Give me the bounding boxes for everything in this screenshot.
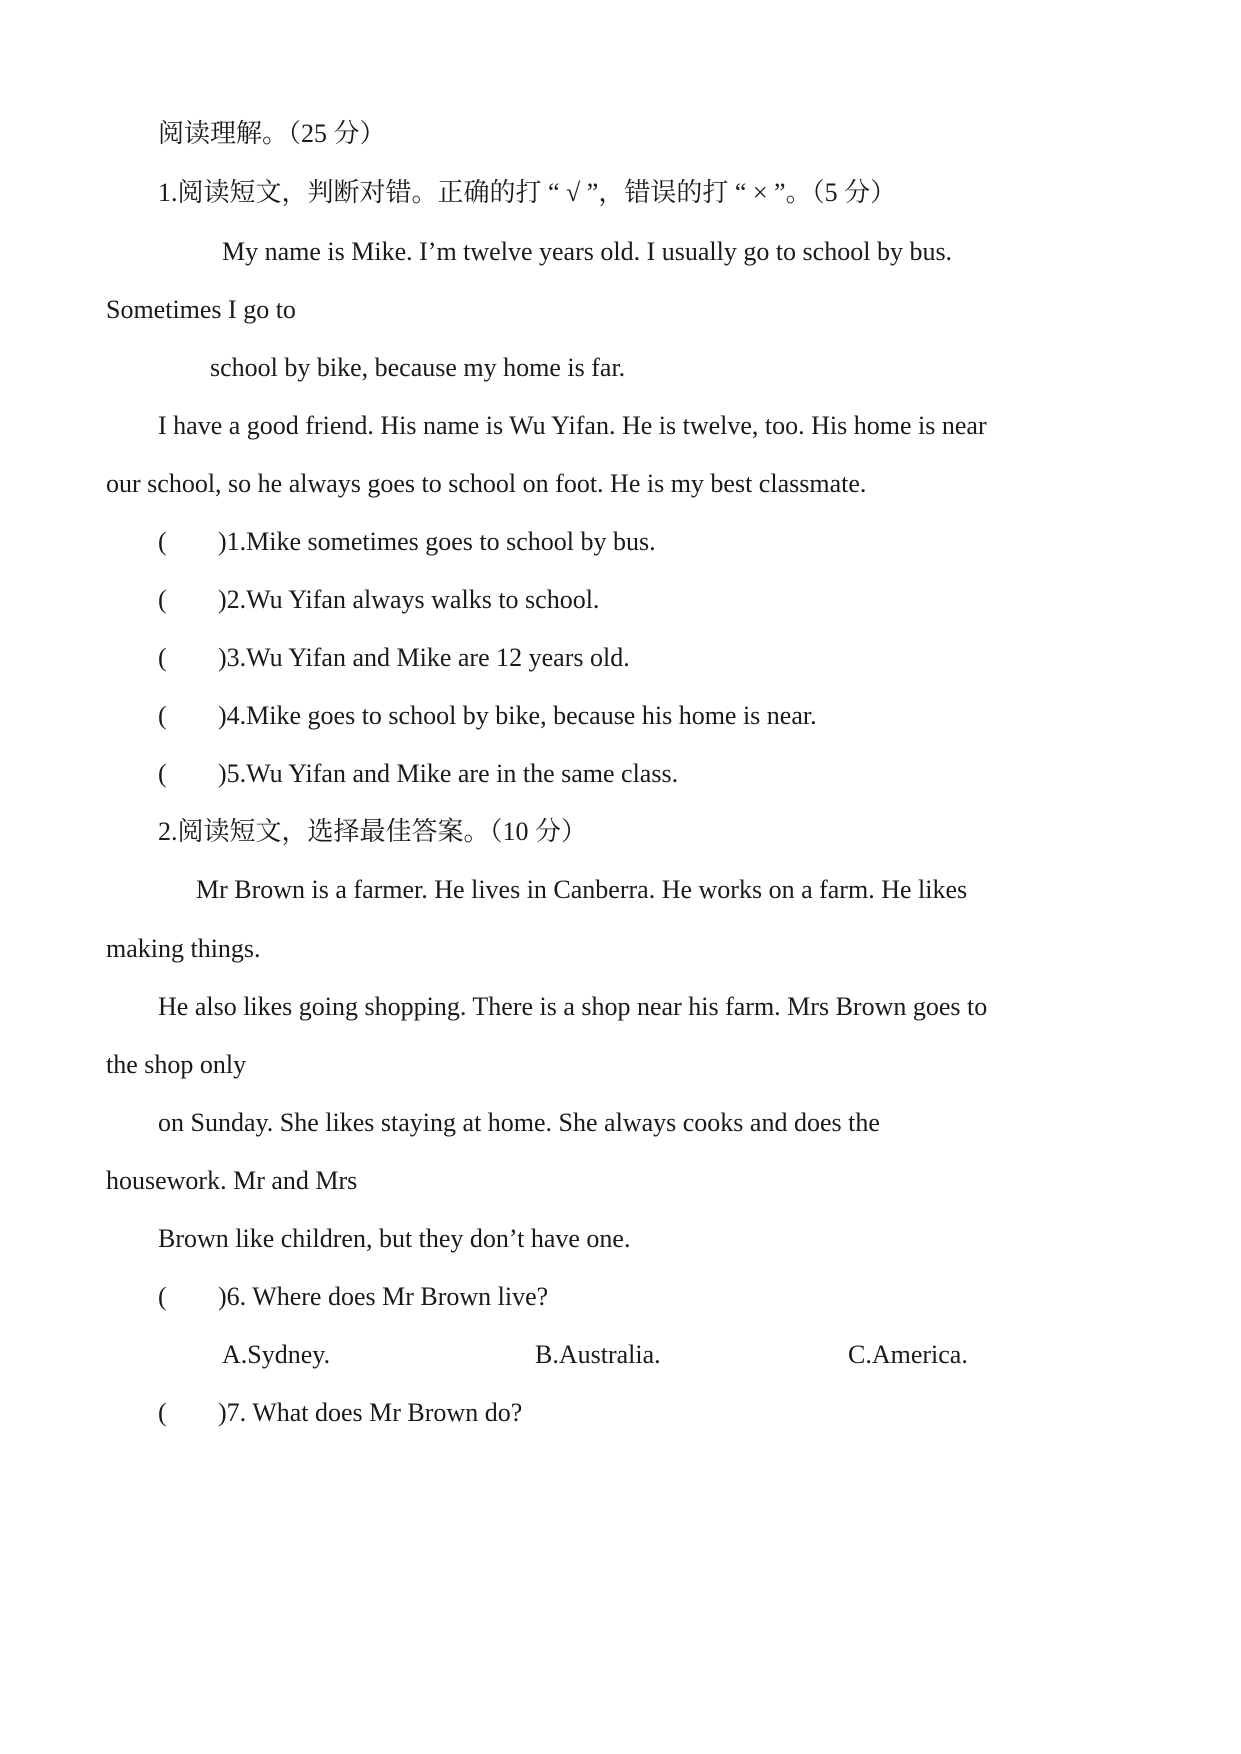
- question-text: )4.Mike goes to school by bike, because his home is near.: [218, 701, 817, 730]
- question-text: )7. What does Mr Brown do?: [218, 1398, 523, 1427]
- part2-passage-line: Mr Brown is a farmer. He lives in Canberra. He works on a farm. He likes: [196, 875, 968, 904]
- part1-passage-line: our school, so he always goes to school on foot. He is my best classmate.: [106, 469, 867, 498]
- question-text: )5.Wu Yifan and Mike are in the same class.: [218, 759, 679, 788]
- part2-passage-line: He also likes going shopping. There is a shop near his farm. Mrs Brown goes to: [158, 992, 988, 1021]
- section-heading: 阅读理解。（25 分）: [158, 119, 386, 148]
- part2-passage-line: the shop only: [106, 1050, 247, 1079]
- question-text: )1.Mike sometimes goes to school by bus.: [218, 527, 656, 556]
- part2-passage-line: making things.: [106, 934, 261, 963]
- part2-passage-line: housework. Mr and Mrs: [106, 1166, 358, 1195]
- part1-passage-line: school by bike, because my home is far.: [210, 353, 626, 382]
- answer-blank[interactable]: (: [158, 701, 167, 730]
- answer-blank[interactable]: (: [158, 585, 167, 614]
- part2-instruction: 2.阅读短文，选择最佳答案。（10 分）: [158, 817, 588, 846]
- part2-passage-line: Brown like children, but they don’t have one.: [158, 1224, 631, 1253]
- part1-passage-line: I have a good friend. His name is Wu Yifan. He is twelve, too. His home is near: [158, 411, 987, 440]
- part1-passage-line: My name is Mike. I’m twelve years old. I usually go to school by bus.: [222, 237, 953, 266]
- option-a[interactable]: A.Sydney.: [222, 1340, 331, 1369]
- answer-blank[interactable]: (: [158, 1282, 167, 1311]
- part1-passage-line: Sometimes I go to: [106, 295, 296, 324]
- option-b[interactable]: B.Australia.: [535, 1340, 661, 1369]
- question-text: )3.Wu Yifan and Mike are 12 years old.: [218, 643, 630, 672]
- option-c[interactable]: C.America.: [848, 1340, 968, 1369]
- question-text: )6. Where does Mr Brown live?: [218, 1282, 549, 1311]
- answer-blank[interactable]: (: [158, 643, 167, 672]
- part1-instruction: 1.阅读短文，判断对错。正确的打 “ √ ”，错误的打 “ × ”。（5 分）: [158, 178, 897, 207]
- question-text: )2.Wu Yifan always walks to school.: [218, 585, 600, 614]
- answer-blank[interactable]: (: [158, 759, 167, 788]
- answer-blank[interactable]: (: [158, 527, 167, 556]
- answer-blank[interactable]: (: [158, 1398, 167, 1427]
- part2-passage-line: on Sunday. She likes staying at home. She always cooks and does the: [158, 1108, 880, 1137]
